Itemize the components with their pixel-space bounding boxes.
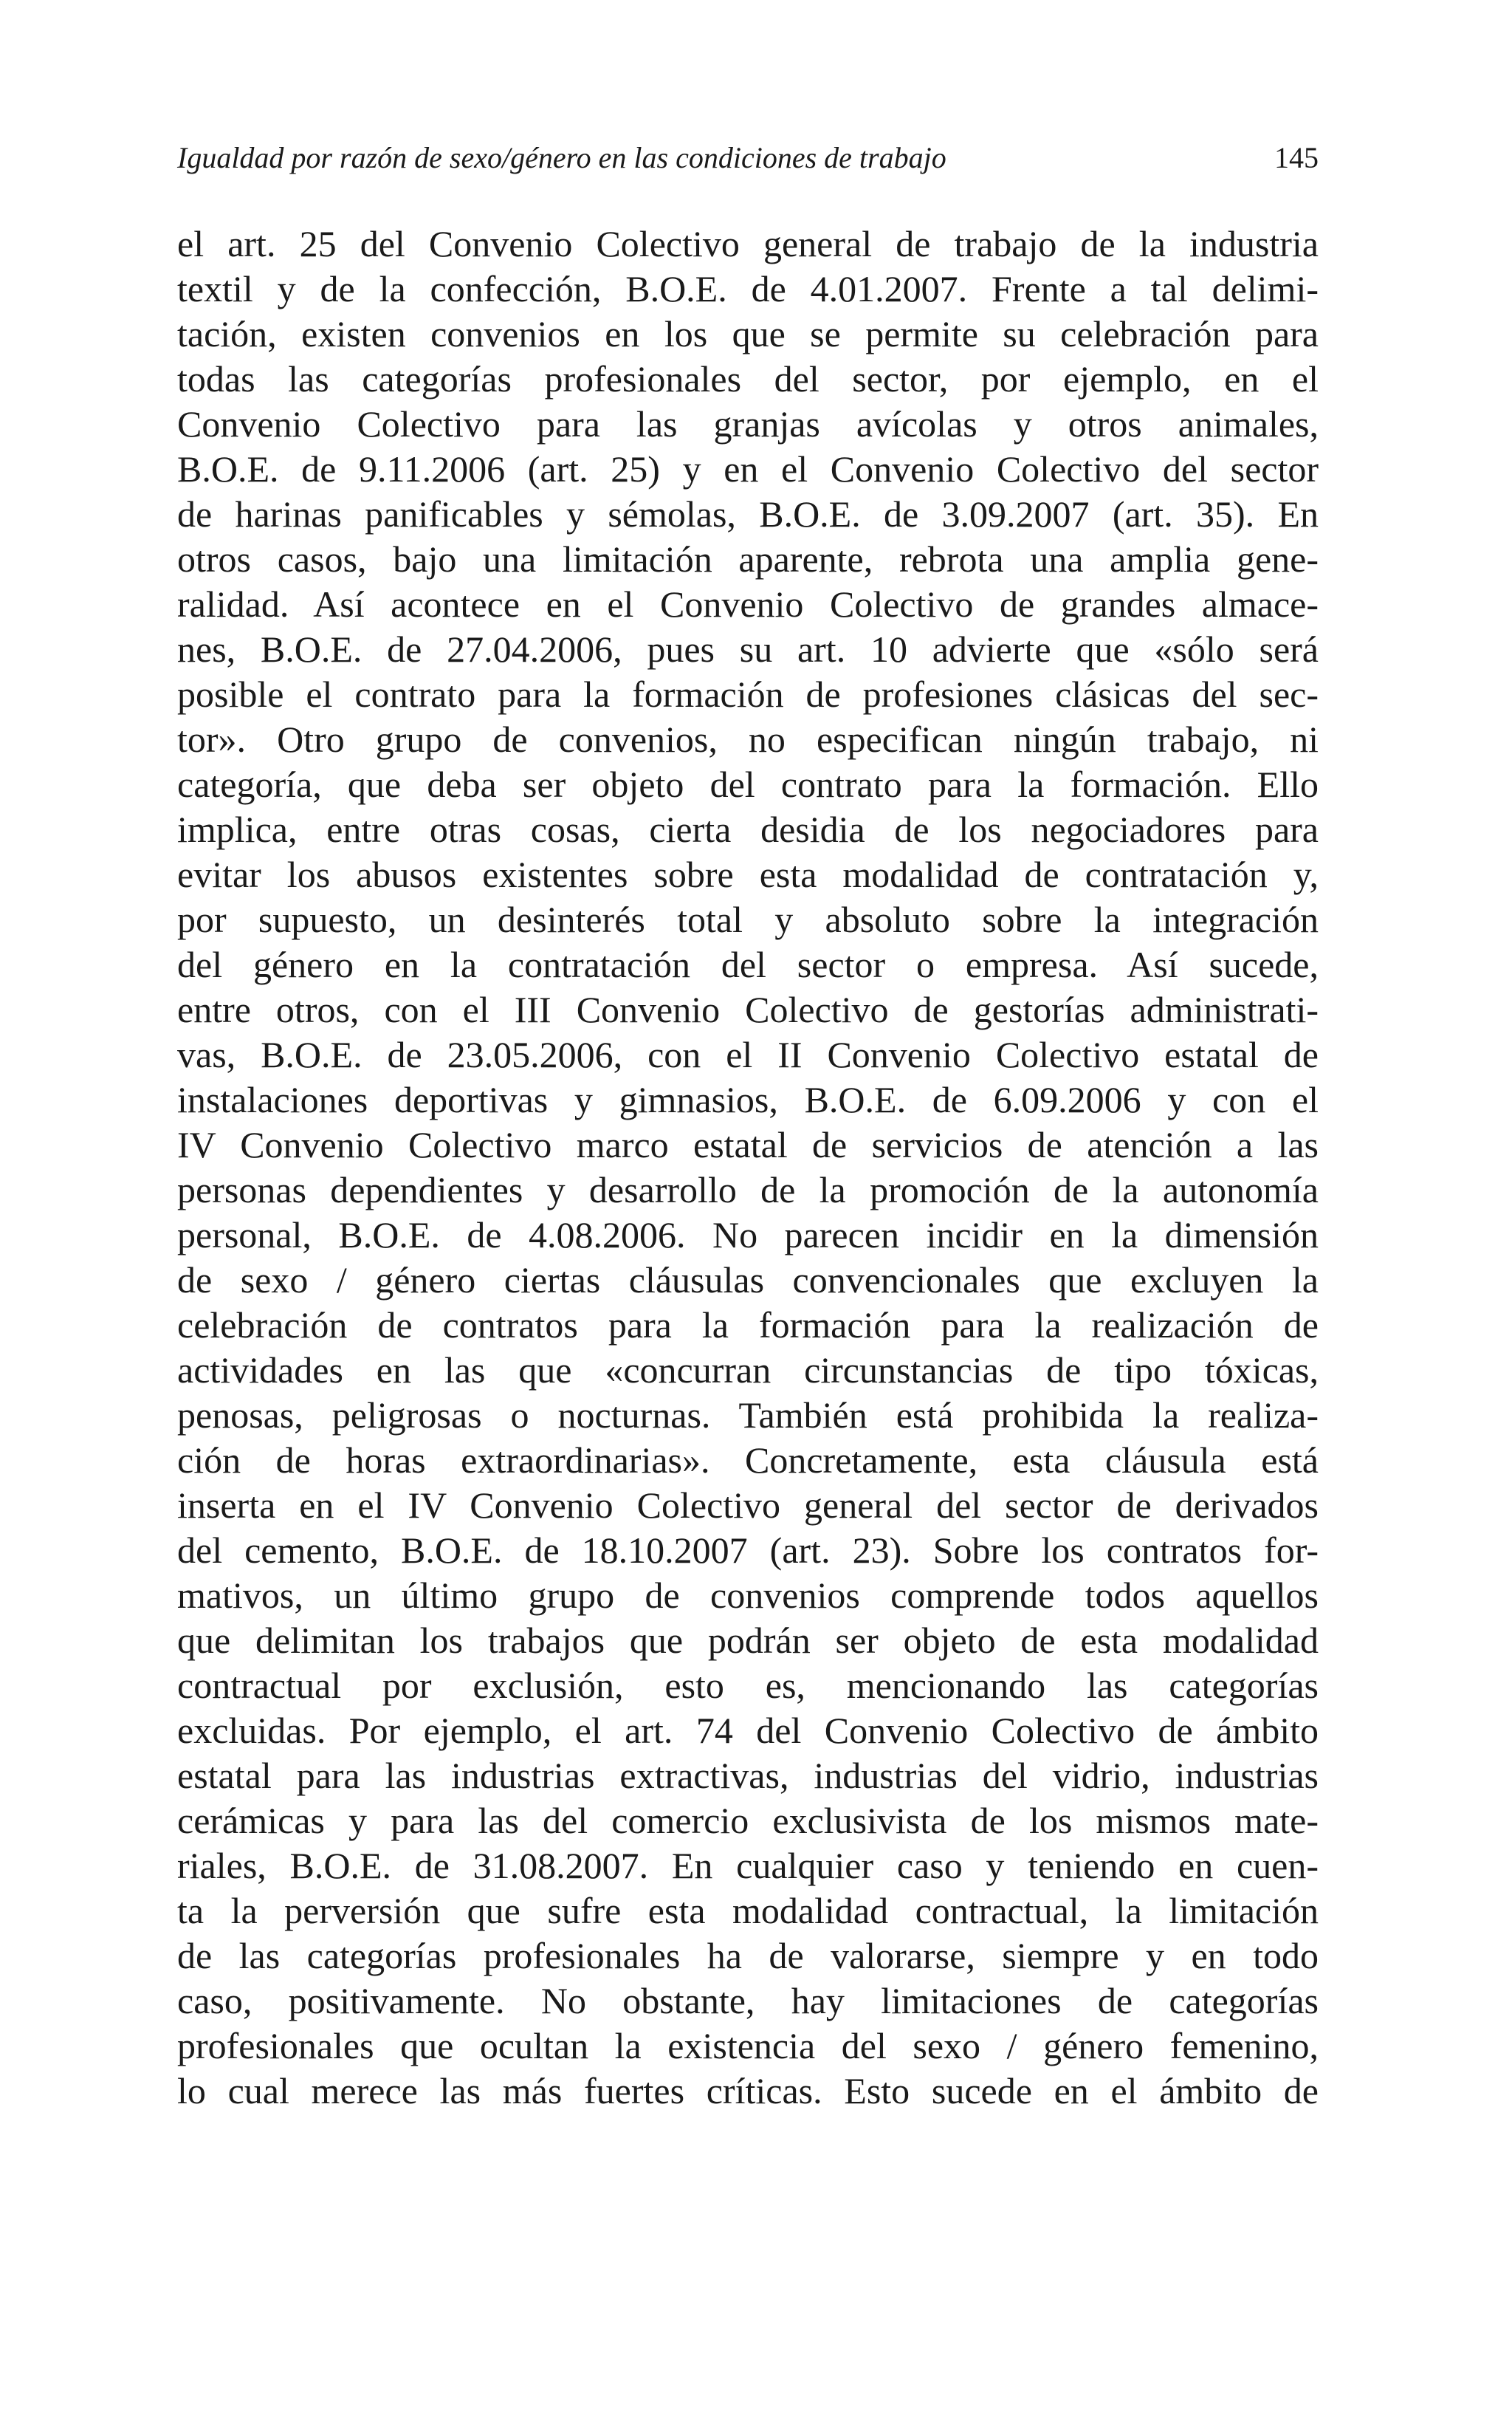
text-line: evitar los abusos existentes sobre esta modalidad de contratación y, — [177, 854, 1319, 895]
text-line: mativos, un último grupo de convenios comprende todos aquellos — [177, 1575, 1319, 1616]
text-line: caso, positivamente. No obstante, hay limitaciones de categorías — [177, 1980, 1319, 2021]
text-line: el art. 25 del Convenio Colectivo general de trabajo de la industria — [177, 223, 1319, 264]
text-line: por supuesto, un desinterés total y absoluto sobre la integración — [177, 899, 1319, 940]
text-line: de sexo / género ciertas cláusulas convencionales que excluyen la — [177, 1259, 1319, 1301]
text-line: actividades en las que «concurran circunstancias de tipo tóxicas, — [177, 1349, 1319, 1391]
text-line: vas, B.O.E. de 23.05.2006, con el II Convenio Colectivo estatal de — [177, 1034, 1319, 1075]
body-text — [177, 222, 1319, 2114]
text-line: excluidas. Por ejemplo, el art. 74 del Convenio Colectivo de ámbito — [177, 1710, 1319, 1751]
text-line: todas las categorías profesionales del sector, por ejemplo, en el — [177, 358, 1319, 400]
text-line: celebración de contratos para la formación para la realización de — [177, 1304, 1319, 1346]
text-line: estatal para las industrias extractivas, industrias del vidrio, industrias — [177, 1755, 1319, 1796]
text-line: instalaciones deportivas y gimnasios, B.O.E. de 6.09.2006 y con el — [177, 1079, 1319, 1120]
text-line: de harinas panificables y sémolas, B.O.E. de 3.09.2007 (art. 35). En — [177, 493, 1319, 535]
text-line: lo cual merece las más fuertes críticas. Esto sucede en el ámbito de — [177, 2070, 1319, 2111]
text-line: B.O.E. de 9.11.2006 (art. 25) y en el Convenio Colectivo del sector — [177, 448, 1319, 490]
text-line: ralidad. Así acontece en el Convenio Colectivo de grandes almace- — [177, 583, 1319, 625]
text-line: inserta en el IV Convenio Colectivo general del sector de derivados — [177, 1484, 1319, 1526]
running-title: Igualdad por razón de sexo/género en las condiciones de trabajo — [177, 141, 946, 174]
text-line: de las categorías profesionales ha de valorarse, siempre y en todo — [177, 1935, 1319, 1976]
text-line: del género en la contratación del sector o empresa. Así sucede, — [177, 944, 1319, 985]
text-line: tor». Otro grupo de convenios, no especifican ningún trabajo, ni — [177, 719, 1319, 760]
text-line: del cemento, B.O.E. de 18.10.2007 (art. 23). Sobre los contratos for- — [177, 1529, 1319, 1571]
text-line: otros casos, bajo una limitación aparente, rebrota una amplia gene- — [177, 538, 1319, 580]
text-line: IV Convenio Colectivo marco estatal de servicios de atención a las — [177, 1124, 1319, 1165]
text-line: personas dependientes y desarrollo de la promoción de la autonomía — [177, 1169, 1319, 1210]
text-line: Convenio Colectivo para las granjas avícolas y otros animales, — [177, 403, 1319, 445]
text-line: riales, B.O.E. de 31.08.2007. En cualquier caso y teniendo en cuen- — [177, 1845, 1319, 1886]
text-line: entre otros, con el III Convenio Colectivo de gestorías administrati- — [177, 989, 1319, 1030]
text-line: contractual por exclusión, esto es, mencionando las categorías — [177, 1665, 1319, 1706]
text-line: profesionales que ocultan la existencia del sexo / género femenino, — [177, 2025, 1319, 2066]
text-line: personal, B.O.E. de 4.08.2006. No parecen incidir en la dimensión — [177, 1214, 1319, 1255]
text-line: posible el contrato para la formación de profesiones clásicas del sec- — [177, 674, 1319, 715]
text-line: textil y de la confección, B.O.E. de 4.01.2007. Frente a tal delimi- — [177, 268, 1319, 309]
text-line: nes, B.O.E. de 27.04.2006, pues su art. 10 advierte que «sólo será — [177, 628, 1319, 670]
running-head — [177, 137, 1319, 179]
text-line: tación, existen convenios en los que se permite su celebración para — [177, 313, 1319, 354]
text-line: implica, entre otras cosas, cierta desidia de los negociadores para — [177, 809, 1319, 850]
text-line: ta la perversión que sufre esta modalidad contractual, la limitación — [177, 1890, 1319, 1931]
text-line: ción de horas extraordinarias». Concretamente, esta cláusula está — [177, 1439, 1319, 1481]
text-line: penosas, peligrosas o nocturnas. También está prohibida la realiza- — [177, 1394, 1319, 1436]
page-number: 145 — [1274, 141, 1319, 174]
text-line: categoría, que deba ser objeto del contrato para la formación. Ello — [177, 764, 1319, 805]
text-line: que delimitan los trabajos que podrán ser objeto de esta modalidad — [177, 1620, 1319, 1661]
text-line: cerámicas y para las del comercio exclusivista de los mismos mate- — [177, 1800, 1319, 1841]
